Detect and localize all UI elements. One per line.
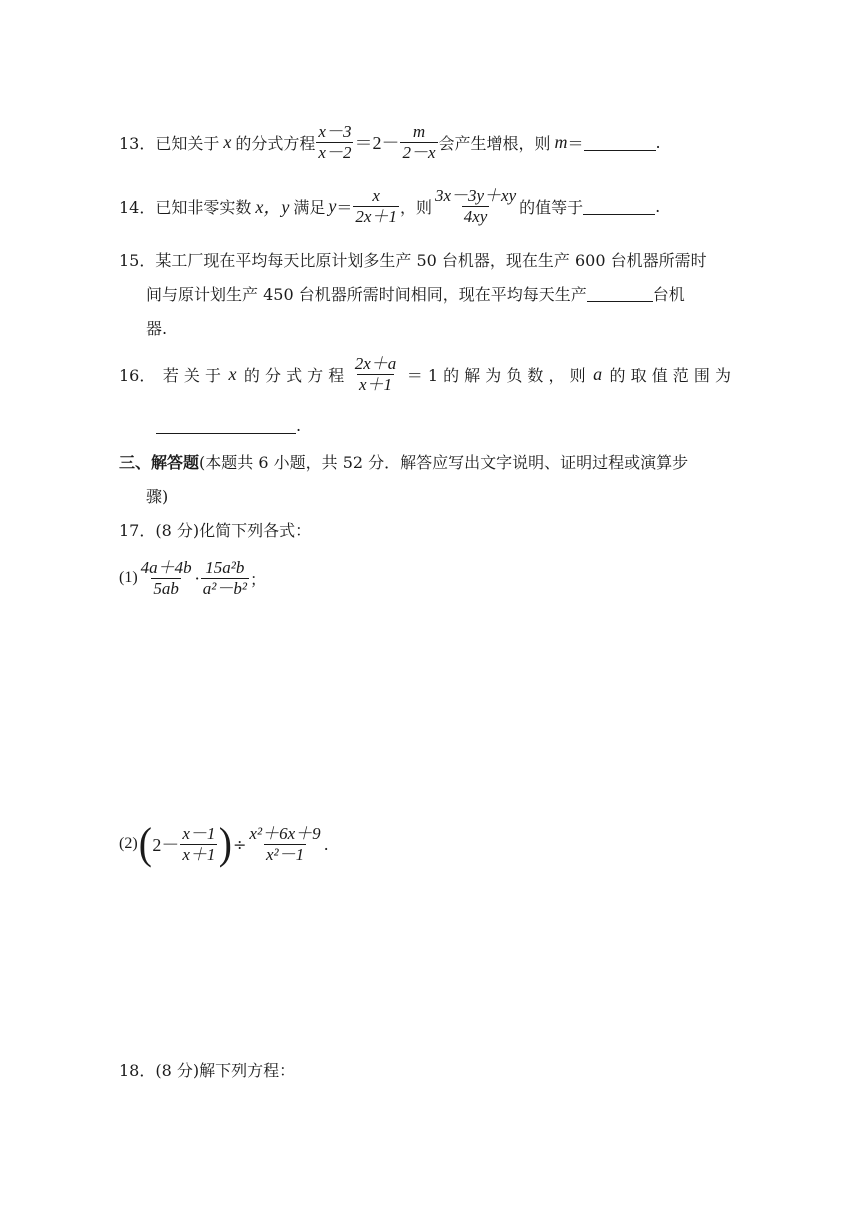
q17-p2-fraction-1: [180, 824, 217, 865]
q17-p1-fraction-1: [139, 558, 194, 599]
q17-p1-frac2-denominator: a²－b²: [202, 578, 247, 598]
q13-var-m: m: [554, 131, 568, 152]
q13-frac1-denominator: x－2: [318, 142, 352, 162]
q17-p1-frac1-denominator: 5ab: [153, 578, 179, 598]
section-3-header: [119, 448, 688, 474]
q15-line2a: 间与原计划生产 450 台机器所需时间相同，现在平均每天生产: [146, 284, 587, 304]
q17-p2-div: ÷: [233, 834, 247, 854]
q13-period: .: [655, 132, 661, 152]
question-16: [119, 350, 731, 398]
q13-number: 13．: [119, 133, 156, 153]
question-15-line-2: [146, 280, 685, 306]
question-16-answer-line: [156, 412, 301, 438]
question-17-header: [119, 516, 311, 542]
q16-text3: ＝ 1 的 解 为 负 数 ， 则: [406, 365, 586, 385]
question-17-part-1: [119, 554, 266, 602]
q14-number: 14．: [119, 197, 156, 217]
q16-number: 16．: [119, 365, 156, 385]
section-3-title: 三、解答题: [119, 452, 200, 472]
q14-frac2-numerator: 3x－3y＋xy: [434, 185, 517, 205]
q17-p2-frac1-denominator: x＋1: [182, 844, 216, 864]
q16-text2: 的 分 式 方 程: [243, 365, 345, 385]
right-paren-icon: ): [219, 819, 233, 868]
q14-text3: ，则: [399, 197, 432, 217]
q15-line2b: 台机: [652, 284, 685, 304]
section-3-header-line-2: [146, 482, 168, 508]
q13-text3: 会产生增根，则: [438, 133, 551, 153]
q17-p1-fraction-2: [201, 558, 249, 599]
q14-var-y: y: [328, 195, 337, 216]
q18-header: 18．(8 分)解下列方程：: [119, 1060, 296, 1080]
question-14: [119, 182, 660, 230]
q14-answer-blank[interactable]: [583, 198, 655, 215]
section-3-desc-line2: 骤): [146, 486, 169, 506]
q14-text4: 的值等于: [519, 197, 584, 217]
q16-period: .: [296, 415, 302, 435]
q17-p2-inner: 2－: [152, 835, 180, 855]
q16-var-a: a: [593, 363, 603, 384]
q17-p1-label: (1): [119, 569, 138, 586]
q16-text1: 若 关 于: [162, 365, 222, 385]
q14-fraction-2: [433, 186, 518, 227]
q13-answer-blank[interactable]: [584, 134, 656, 151]
q14-vars: x，y: [255, 197, 290, 217]
question-15-line-1: [119, 246, 707, 272]
q13-eq-mid: ＝2－: [354, 133, 400, 153]
q17-p1-end: ；: [249, 569, 266, 589]
question-18-header: [119, 1056, 295, 1082]
question-17-part-2: [119, 814, 329, 874]
q13-frac2-numerator: m: [412, 121, 426, 141]
q13-frac1-numerator: x－3: [318, 121, 352, 141]
left-paren-icon: (: [138, 819, 152, 868]
q13-text1: 已知关于: [155, 133, 220, 153]
q13-var-x: x: [223, 131, 232, 152]
q14-eq: ＝: [336, 197, 353, 217]
q16-frac-denominator: x＋1: [358, 374, 393, 394]
q17-p2-end: .: [323, 834, 329, 854]
q16-answer-blank[interactable]: [156, 417, 296, 434]
q15-answer-blank[interactable]: [587, 285, 653, 302]
q14-text1: 已知非零实数: [155, 197, 252, 217]
q17-p1-dot: ·: [194, 568, 200, 588]
q14-frac2-denominator: 4xy: [463, 206, 488, 226]
q17-p2-frac2-denominator: x²－1: [265, 844, 305, 864]
q15-line1: 15．某工厂现在平均每天比原计划多生产 50 台机器，现在生产 600 台机器所需时: [119, 250, 707, 270]
q13-text2: 的分式方程: [235, 133, 316, 153]
q15-line3: 器.: [146, 318, 168, 338]
q16-text4: 的 取 值 范 围 为: [609, 365, 731, 385]
q13-fraction-2: [400, 122, 437, 163]
q13-frac2-denominator: 2－x: [402, 142, 436, 162]
q16-var-x: x: [228, 363, 237, 384]
q17-p1-frac1-numerator: 4a＋4b: [140, 557, 192, 577]
q14-text2: 满足: [293, 197, 326, 217]
q17-p2-frac2-numerator: x²＋6x＋9: [249, 823, 321, 843]
q14-frac1-denominator: 2x＋1: [355, 206, 397, 226]
question-15-line-3: [146, 314, 167, 340]
q13-eq-end: ＝: [567, 133, 584, 153]
q13-fraction-1: [316, 122, 353, 163]
section-3-desc-line1: (本题共 6 小题，共 52 分．解答应写出文字说明、证明过程或演算步: [199, 452, 689, 472]
q14-fraction-1: [353, 186, 399, 227]
q16-frac-numerator: 2x＋a: [354, 353, 397, 373]
q17-p2-frac1-numerator: x－1: [182, 823, 216, 843]
q14-frac1-numerator: x: [372, 185, 380, 205]
question-13: [119, 118, 661, 166]
q16-fraction: [353, 354, 399, 395]
q17-p1-frac2-numerator: 15a²b: [205, 557, 245, 577]
q17-p2-fraction-2: [247, 824, 322, 865]
q17-p2-label: (2): [119, 835, 138, 852]
q14-period: .: [655, 196, 661, 216]
q17-header: 17．(8 分)化简下列各式：: [119, 520, 312, 540]
